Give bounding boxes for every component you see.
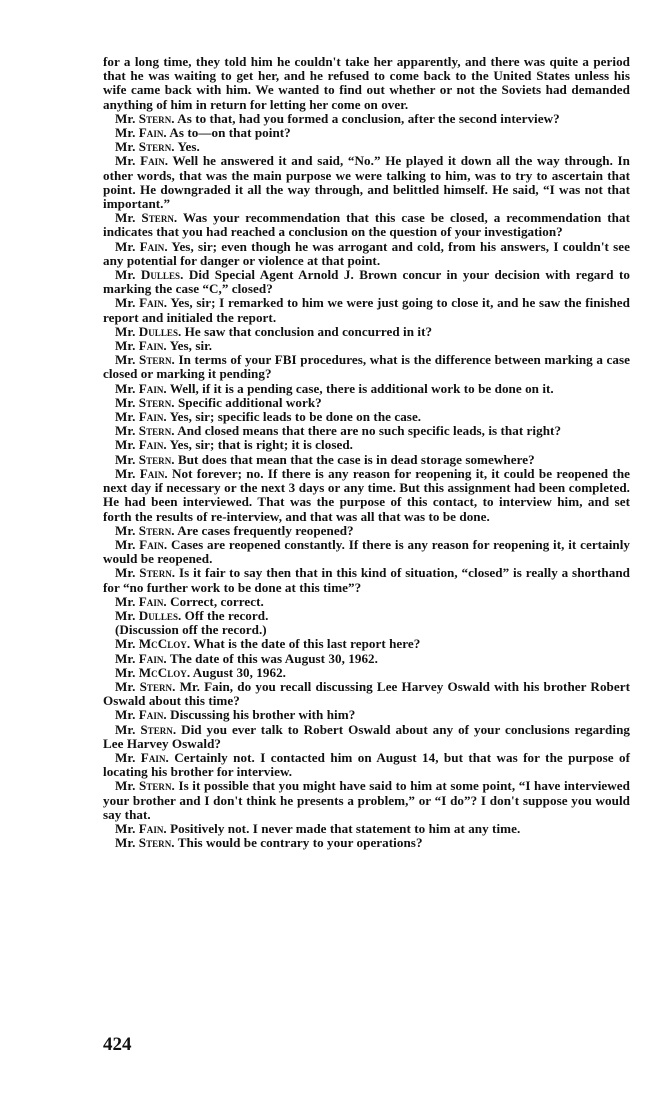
paragraph-text: Specific additional work? — [177, 394, 322, 410]
transcript-paragraph — [103, 524, 630, 538]
paragraph-text: Off the record. — [184, 607, 269, 623]
speaker-name: Fain. — [138, 707, 167, 723]
paragraph-text: Not forever; no. If there is any reason for reopening it, it could be reopened the next day if necessary or the next 3 days or any time. But this assignment had been completed. He had been interviewed. That was the purpose of this contact, to interview him, and set forth the results of re-interview, and that was all that was to be done. — [103, 465, 631, 524]
paragraph-text: (Discussion off the record.) — [115, 622, 267, 638]
transcript-paragraph — [103, 353, 630, 381]
speaker-name: Fain. — [138, 650, 167, 666]
paragraph-text: Discussing his brother with him? — [170, 707, 356, 723]
speaker-name: Fain. — [138, 338, 167, 354]
transcript-paragraph — [103, 382, 630, 396]
speaker-name: Fain. — [139, 295, 168, 311]
transcript-paragraph — [103, 154, 630, 211]
paragraph-text: August 30, 1962. — [192, 664, 286, 680]
transcript-paragraph — [103, 566, 630, 594]
speaker-title: Mr. — [115, 323, 136, 339]
speaker-name: Dulles. — [140, 267, 184, 283]
speaker-title: Mr. — [115, 437, 136, 453]
speaker-name: Stern. — [141, 210, 178, 226]
paragraph-text: The date of this was August 30, 1962. — [169, 650, 378, 666]
transcript-paragraph — [103, 112, 630, 126]
paragraph-text: Certainly not. I contacted him on August 14, but that was for the purpose of locating his brother for interview. — [103, 749, 630, 780]
speaker-title: Mr. — [115, 650, 136, 666]
paragraph-text: Was your recommendation that this case be closed, a recommendation that indicates that you had reached a conclusion on the question of your investigation? — [103, 210, 630, 240]
transcript-paragraph — [103, 55, 630, 112]
paragraph-text: As to that, had you formed a conclusion, after the second interview? — [177, 110, 560, 126]
speaker-name: Fain. — [138, 593, 167, 609]
transcript-paragraph — [103, 779, 630, 822]
paragraph-text: Well he answered it and said, “No.” He played it down all the way through. In other words, that was the main purpose we were talking to him, was to try to ascertain that point. He downgraded it all the way through, and belittled himself. He said, “I was not that important.” — [103, 153, 631, 212]
paragraph-text: But does that mean that the case is in dead storage somewhere? — [177, 451, 535, 467]
transcript-paragraph — [103, 410, 630, 424]
speaker-title: Mr. — [115, 380, 136, 396]
document-body — [103, 55, 630, 850]
speaker-title: Mr. — [115, 210, 136, 226]
paragraph-text: In terms of your FBI procedures, what is the difference between marking a case closed or marking it pending? — [103, 352, 630, 382]
speaker-name: Stern. — [140, 721, 177, 737]
speaker-title: Mr. — [115, 778, 136, 794]
transcript-paragraph — [103, 595, 630, 609]
paragraph-text: Yes. — [177, 139, 200, 155]
speaker-name: Fain. — [140, 153, 169, 169]
transcript-paragraph — [103, 652, 630, 666]
speaker-name: Fain. — [139, 536, 168, 552]
page-number: 424 — [103, 1034, 132, 1055]
speaker-name: Stern. — [139, 565, 176, 581]
paragraph-text: Did you ever talk to Robert Oswald about any of your conclusions regarding Lee Harvey Oswald? — [103, 721, 630, 751]
paragraph-text: Is it fair to say then that in this kind of situation, “closed” is really a shorthand for “no further work to be done at this time”? — [103, 565, 630, 595]
speaker-title: Mr. — [115, 664, 136, 680]
speaker-title: Mr. — [115, 409, 136, 425]
paragraph-text: This would be contrary to your operations? — [177, 835, 423, 851]
transcript-paragraph — [103, 680, 630, 708]
speaker-title: Mr. — [115, 394, 136, 410]
speaker-title: Mr. — [115, 536, 136, 552]
transcript-paragraph — [103, 211, 630, 239]
paragraph-text: Yes, sir. — [169, 338, 213, 354]
transcript-paragraph — [103, 140, 630, 154]
speaker-title: Mr. — [115, 721, 136, 737]
speaker-title: Mr. — [115, 451, 136, 467]
transcript-paragraph — [103, 396, 630, 410]
transcript-paragraph — [103, 296, 630, 324]
speaker-name: Stern. — [139, 352, 175, 368]
speaker-name: Stern. — [138, 394, 175, 410]
speaker-name: Stern. — [138, 139, 175, 155]
transcript-paragraph — [103, 836, 630, 850]
speaker-title: Mr. — [115, 153, 136, 169]
transcript-paragraph — [103, 467, 630, 524]
paragraph-text: Yes, sir; specific leads to be done on the case. — [169, 409, 422, 425]
paragraph-text: And closed means that there are no such specific leads, is that right? — [177, 423, 562, 439]
transcript-paragraph — [103, 268, 630, 296]
speaker-title: Mr. — [115, 835, 136, 851]
transcript-paragraph — [103, 538, 630, 566]
speaker-name: Fain. — [138, 437, 167, 453]
paragraph-text: Mr. Fain, do you recall discussing Lee Harvey Oswald with his brother Robert Oswald about this time? — [103, 678, 631, 709]
transcript-paragraph — [103, 637, 630, 651]
transcript-paragraph — [103, 822, 630, 836]
transcript-paragraph — [103, 751, 630, 779]
speaker-name: Stern. — [138, 522, 175, 538]
speaker-title: Mr. — [115, 338, 136, 354]
speaker-name: Stern. — [138, 835, 175, 851]
speaker-title: Mr. — [115, 110, 136, 126]
transcript-paragraph — [103, 240, 630, 268]
transcript-paragraph — [103, 723, 630, 751]
transcript-paragraph — [103, 339, 630, 353]
speaker-title: Mr. — [115, 352, 136, 368]
speaker-name: Stern. — [139, 678, 176, 694]
speaker-title: Mr. — [115, 636, 136, 652]
transcript-paragraph — [103, 424, 630, 438]
speaker-name: Fain. — [138, 409, 167, 425]
speaker-title: Mr. — [115, 820, 136, 836]
speaker-name: Fain. — [140, 749, 169, 765]
speaker-name: Fain. — [138, 820, 167, 836]
speaker-title: Mr. — [115, 465, 136, 481]
paragraph-text: for a long time, they told him he couldn't take her apparently, and there was quite a period that he was waiting to get her, and he refused to come back to the United States unless his wife came back with him. We wanted to find out whether or not the Soviets had demanded anything of him in return for letting her come on over. — [103, 54, 630, 112]
speaker-name: Fain. — [139, 238, 168, 254]
speaker-name: Fain. — [139, 465, 168, 481]
paragraph-text: Is it possible that you might have said to him at some point, “I have interviewed your brother and I don't think he presents a problem,” or “I do”? I don't suppose you would say that. — [103, 778, 630, 822]
transcript-paragraph — [103, 666, 630, 680]
speaker-title: Mr. — [115, 423, 136, 439]
speaker-title: Mr. — [115, 678, 136, 694]
speaker-title: Mr. — [115, 238, 136, 254]
paragraph-text: Yes, sir; that is right; it is closed. — [169, 437, 353, 453]
paragraph-text: Positively not. I never made that statement to him at any time. — [170, 820, 521, 836]
speaker-name: McCloy. — [138, 664, 191, 680]
speaker-title: Mr. — [115, 707, 136, 723]
paragraph-text: Did Special Agent Arnold J. Brown concur in your decision with regard to marking the case “C,” closed? — [103, 267, 630, 297]
speaker-title: Mr. — [115, 267, 136, 283]
speaker-name: Dulles. — [138, 323, 182, 339]
paragraph-text: What is the date of this last report here? — [193, 636, 421, 652]
paragraph-text: As to—on that point? — [169, 125, 291, 141]
speaker-name: Fain. — [138, 125, 167, 141]
speaker-name: Stern. — [138, 110, 175, 126]
paragraph-text: Yes, sir; I remarked to him we were just going to close it, and he saw the finished report and initialed the report. — [103, 295, 630, 325]
speaker-title: Mr. — [115, 125, 136, 141]
speaker-title: Mr. — [115, 593, 136, 609]
speaker-name: McCloy. — [138, 636, 191, 652]
speaker-title: Mr. — [115, 749, 136, 765]
transcript-paragraph — [103, 623, 630, 637]
transcript-paragraph — [103, 453, 630, 467]
transcript-paragraph — [103, 325, 630, 339]
speaker-title: Mr. — [115, 295, 136, 311]
speaker-name: Stern. — [138, 778, 175, 794]
paragraph-text: Cases are reopened constantly. If there is any reason for reopening it, it certainly would be reopened. — [103, 536, 630, 567]
paragraph-text: Well, if it is a pending case, there is additional work to be done on it. — [169, 380, 554, 396]
speaker-name: Fain. — [138, 380, 167, 396]
speaker-name: Stern. — [138, 423, 175, 439]
paragraph-text: Correct, correct. — [170, 593, 264, 609]
paragraph-text: He saw that conclusion and concurred in it? — [184, 323, 433, 339]
paragraph-text: Yes, sir; even though he was arrogant and cold, from his answers, I couldn't see any potential for danger or violence at that point. — [103, 238, 630, 268]
transcript-paragraph — [103, 126, 630, 140]
transcript-paragraph — [103, 708, 630, 722]
transcript-paragraph — [103, 438, 630, 452]
speaker-name: Stern. — [138, 451, 175, 467]
speaker-name: Dulles. — [138, 607, 182, 623]
paragraph-text: Are cases frequently reopened? — [177, 522, 354, 538]
speaker-title: Mr. — [115, 522, 136, 538]
transcript-paragraph — [103, 609, 630, 623]
speaker-title: Mr. — [115, 565, 136, 581]
speaker-title: Mr. — [115, 139, 136, 155]
speaker-title: Mr. — [115, 607, 136, 623]
